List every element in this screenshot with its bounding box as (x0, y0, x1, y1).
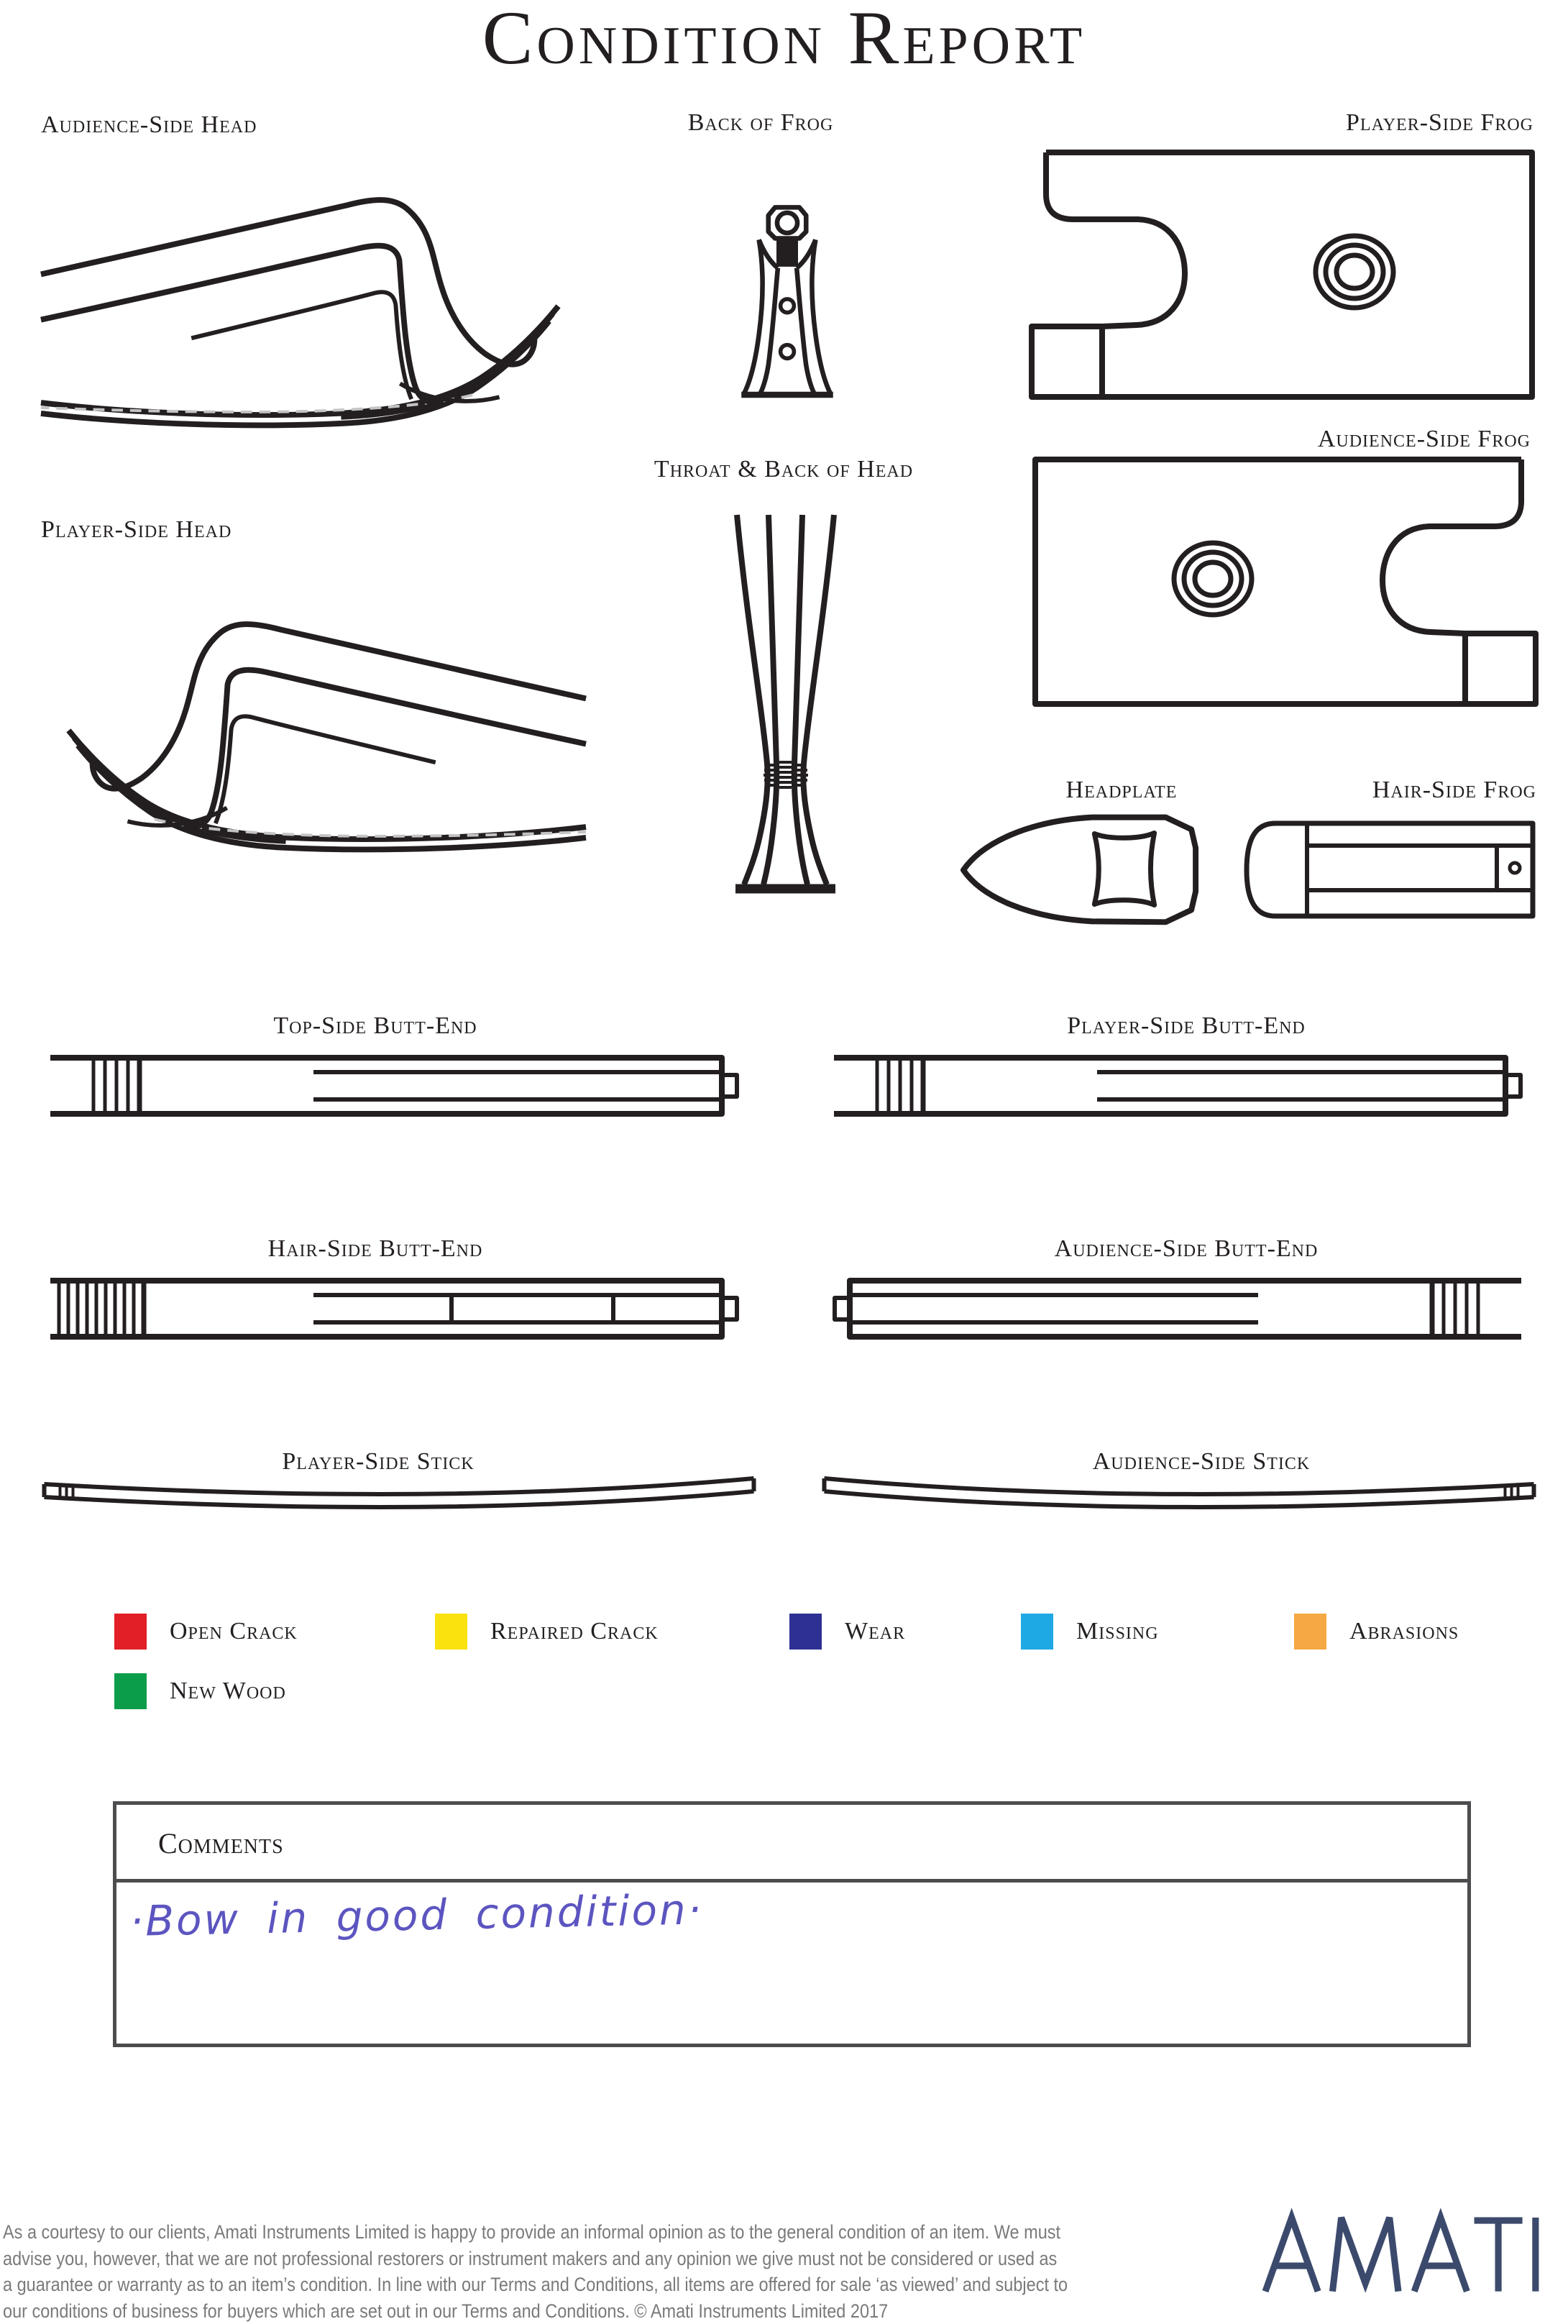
top-side-butt-end-drawing (49, 1055, 739, 1117)
disclaimer-line: As a courtesy to our clients, Amati Instruments Limited is happy to provide an informal opinion as to the general condition of an item. We must (3, 2219, 1135, 2246)
amati-logo (1264, 2216, 1541, 2295)
audience-side-frog-drawing (1032, 458, 1537, 706)
comments-box (113, 1801, 1471, 2047)
comments-title: Comments (158, 1826, 284, 1860)
legend-item-repaired-crack (435, 1614, 659, 1650)
label-back-of-frog: Back of Frog (688, 109, 834, 137)
missing-swatch (1021, 1614, 1053, 1650)
disclaimer-line: a guarantee or warranty as to an item’s condition. In line with our Terms and Conditions, all items are offered for sale ‘as viewed’ and subject to (3, 2272, 1135, 2298)
player-side-head-drawing (41, 572, 587, 874)
label-audience-side-stick: Audience-Side Stick (1093, 1448, 1311, 1476)
legend-label: Open Crack (170, 1618, 298, 1645)
disclaimer-line: advise you, however, that we are not professional restorers or instrument makers and any opinion we give must not be considered or used as (3, 2246, 1135, 2272)
back-of-frog-drawing (733, 193, 841, 403)
throat-back-of-head-drawing (723, 512, 848, 898)
label-player-side-stick: Player-Side Stick (282, 1448, 474, 1476)
label-throat-back-of-head: Throat & Back of Head (654, 456, 913, 483)
amati-logo-svg (1264, 2216, 1541, 2293)
audience-side-head-drawing (40, 147, 586, 449)
player-side-butt-end-drawing (833, 1055, 1523, 1117)
page-title: Condition Report (0, 0, 1568, 76)
label-player-side-butt-end: Player-Side Butt-End (1067, 1012, 1306, 1040)
legend-item-new-wood (114, 1673, 286, 1709)
legend-label: Wear (845, 1618, 905, 1645)
label-audience-side-head: Audience-Side Head (41, 111, 257, 139)
label-audience-side-butt-end: Audience-Side Butt-End (1055, 1235, 1319, 1263)
hair-side-butt-end-drawing (49, 1278, 739, 1340)
headplate-drawing (960, 810, 1203, 929)
wear-swatch (789, 1614, 822, 1650)
legend-label: Abrasions (1349, 1618, 1459, 1645)
comments-header (116, 1805, 1467, 1882)
legend-label: Repaired Crack (490, 1618, 659, 1645)
player-side-frog-drawing (1030, 151, 1535, 399)
label-audience-side-frog: Audience-Side Frog (1318, 426, 1531, 453)
footer-disclaimer (3, 2219, 1135, 2324)
audience-side-butt-end-drawing (833, 1278, 1523, 1340)
handwritten-comment: ·Bow in good condition· (129, 1885, 704, 1946)
label-player-side-frog: Player-Side Frog (1346, 109, 1533, 137)
label-player-side-head: Player-Side Head (41, 516, 231, 544)
legend-item-open-crack (114, 1614, 298, 1650)
repaired-crack-swatch (435, 1614, 467, 1650)
legend-item-wear (789, 1614, 905, 1650)
legend-item-abrasions (1294, 1614, 1459, 1650)
open-crack-swatch (114, 1614, 147, 1650)
player-side-stick-drawing (40, 1476, 758, 1513)
legend-label: New Wood (170, 1678, 286, 1705)
label-hair-side-frog: Hair-Side Frog (1372, 777, 1536, 804)
abrasions-swatch (1294, 1614, 1326, 1650)
audience-side-stick-drawing (820, 1476, 1539, 1513)
label-top-side-butt-end: Top-Side Butt-End (273, 1012, 477, 1040)
legend-item-missing (1021, 1614, 1159, 1650)
label-hair-side-butt-end: Hair-Side Butt-End (268, 1235, 483, 1263)
disclaimer-line: our conditions of business for buyers which are set out in our Terms and Conditions. © Amati Instruments Limited 2017 (3, 2298, 1135, 2324)
new-wood-swatch (114, 1673, 147, 1709)
legend-label: Missing (1076, 1618, 1159, 1645)
hair-side-frog-drawing (1244, 821, 1536, 919)
label-headplate: Headplate (1066, 777, 1178, 804)
